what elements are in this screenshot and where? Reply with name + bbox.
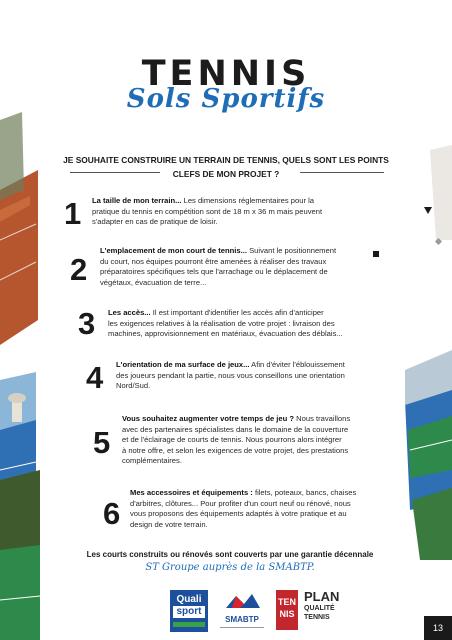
point-number: 1	[64, 196, 82, 231]
question-heading	[56, 153, 396, 181]
smabtp-icon	[222, 592, 262, 610]
point-text: La taille de mon terrain... Les dimensions réglementaires pour la pratique du tennis en compétition sont de 18 m x 36 m mais peuvent s'adapter en cas de pratique de loisir.	[92, 196, 323, 226]
page-subtitle: Sols Sportifs	[126, 84, 326, 114]
point-text: Vous souhaitez augmenter votre temps de jeu ? Nous travaillons avec des partenaires spécialistes dans le domaine de la couverture et de l'éclairage de courts de tennis. Nous pourrons alors intégrer à notre offre, et selon les exigences de votre projet, des prestations complémentaires.	[122, 414, 351, 465]
page-title: TENNIS	[141, 54, 311, 94]
qualisport-logo: Quali sport	[170, 590, 208, 632]
smabtp-logo: SMABTP	[216, 592, 268, 632]
green-court-photo-left	[0, 540, 40, 640]
guarantee-script: ST Groupe auprès de la SMABTP.	[145, 562, 315, 573]
point-number: 5	[93, 425, 111, 460]
page-number: 13	[424, 616, 452, 640]
court-photo-right-top	[430, 145, 452, 240]
point-text: L'emplacement de mon court de tennis... Suivant le positionnement du court, nos équipes pourront être amenées à réaliser des travaux préparatoires spécifiques tels que l'arrachage ou le déplacement de végétaux, évacuation de terre...	[100, 246, 337, 287]
point-number: 3	[78, 306, 96, 341]
plan-qualite-tennis-logo: PLAN QUALITÉ TENNIS	[304, 589, 340, 621]
tennis-logo: TEN NIS	[276, 590, 298, 630]
question-line-2: CLEFS DE MON PROJET ?	[172, 169, 280, 179]
point-text: Les accès... Il est important d'identifier les accès afin d'anticiper les exigences relatives à la réalisation de votre projet : livraison des machines, approvisionnement en matériaux, évacuation des déblais...	[108, 308, 343, 338]
divider-right	[300, 172, 384, 173]
point-text: Mes accessoires et équipements : filets, poteaux, bancs, chaises d'arbitres, clôtures... Pour profiter d'un court neuf ou rénové, nous vous proposons des équipements adaptés à votre pratique et au design de votre terrain.	[130, 488, 357, 529]
guarantee-text: Les courts construits ou rénovés sont couverts par une garantie décennale	[86, 550, 374, 559]
square-marker-icon	[373, 251, 379, 257]
point-number: 2	[70, 252, 88, 287]
point-number: 6	[103, 496, 121, 531]
point-number: 4	[86, 360, 104, 395]
divider-left	[70, 172, 160, 173]
partner-logos	[170, 588, 440, 636]
question-line-1: JE SOUHAITE CONSTRUIRE UN TERRAIN DE TENNIS, QUELS SONT LES POINTS	[63, 155, 389, 165]
point-text: L'orientation de ma surface de jeux... Afin d'éviter l'éblouissement des joueurs pendant la partie, nous vous conseillons une orientation Nord/Sud.	[116, 360, 345, 390]
triangle-marker-icon	[424, 207, 432, 214]
